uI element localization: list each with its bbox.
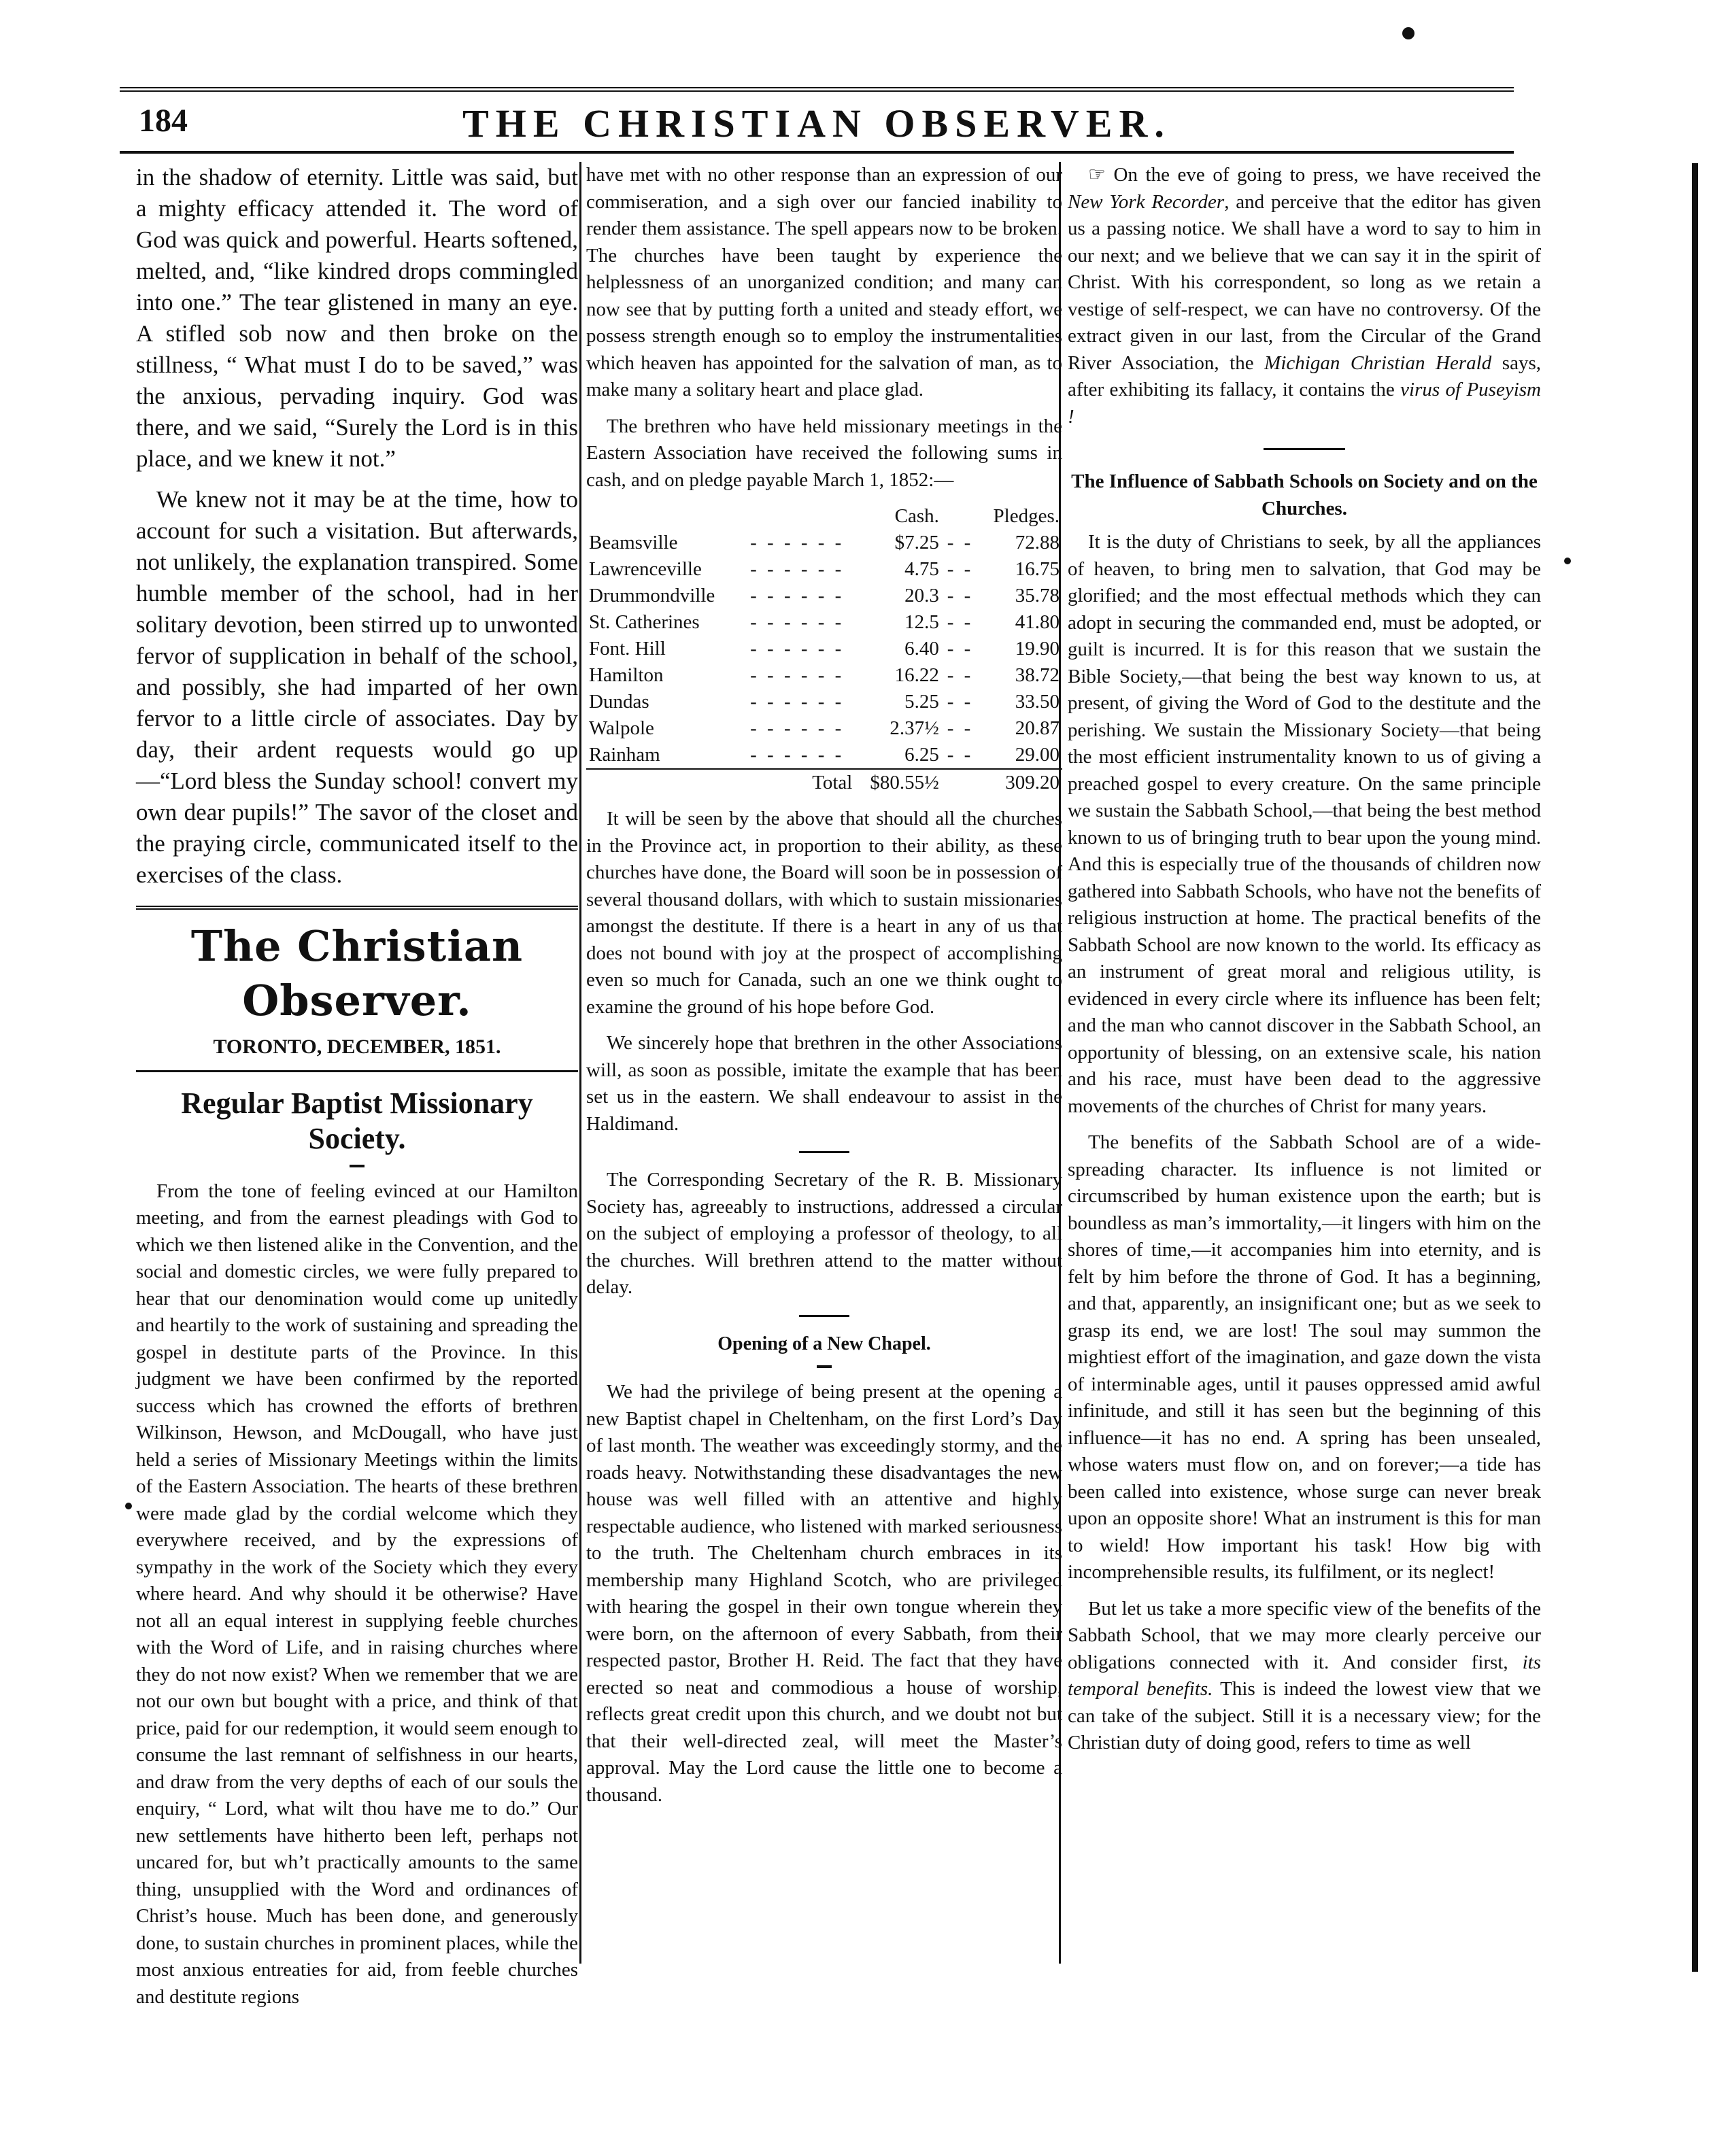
- total-pledges: 309.20: [979, 769, 1062, 796]
- cash-cell: 12.5: [904, 611, 939, 633]
- paragraph: in the shadow of eternity. Little was said, but a mighty efficacy attended it. The word of God was quick and powerful. Hearts softened, melted, and, “like kindred drops commingled into one.” The tear glistened in many an eye. A stifled sob now and then broke on the stillness, “ What must I do to be saved,” was the anxious, pervading inquiry. God was there, and we said, “Surely the Lord is in this place, and we knew it not.”: [136, 164, 578, 472]
- title-dash: [350, 1165, 365, 1167]
- column-1: [136, 162, 578, 2020]
- pledge-cell: 20.87: [1015, 717, 1060, 739]
- text-italic: its temporal benefits.: [1068, 1651, 1541, 1700]
- leader-dots: - - - - - -: [750, 638, 845, 660]
- pledge-cell: 33.50: [1015, 691, 1060, 713]
- donations-table: [586, 503, 1062, 796]
- text: But let us take a more specific view of the benefits of the Sabbath School, that we may more clearly perceive our obligations connected with it. And consider first,: [1068, 1597, 1541, 1673]
- title-dash: [817, 1365, 832, 1368]
- paragraph: [1068, 1596, 1541, 1757]
- separator: [799, 1315, 849, 1317]
- paragraph: We sincerely hope that brethren in the other Associations will, as soon as possible, imitate the example that has been set us in the eastern. We shall endeavour to assist in the Haldimand.: [586, 1032, 1062, 1135]
- dateline: TORONTO, DECEMBER, 1851.: [136, 1033, 578, 1072]
- text: ☞ On the eve of going to press, we have received the: [1088, 164, 1541, 186]
- total-cash: $80.55½: [855, 769, 942, 796]
- cash-cell: 2.37½: [890, 717, 939, 739]
- page-header: [120, 102, 1514, 150]
- leader-dots: - -: [947, 717, 974, 739]
- separator: [799, 1151, 849, 1153]
- cash-cell: 6.40: [904, 638, 939, 660]
- paragraph: The benefits of the Sabbath School are of a wide-spreading character. Its influence is not limited or circumscribed by human existence upon the earth; but is boundless as man’s immortality,—it lingers with him on the shores of time,—it accompanies him into eternity, and is felt by him before the throne of God. It has a beginning, and that, apparently, an insignificant one; but as we seek to grasp its end, we are lost! The soul may summon the mightiest effort of the imagination, and gaze down the vista of interminable ages, until it pauses oppressed amid awful infinitude, and still it has seen but the beginning of this influence—it has no end. A spring has been unsealed, whose waters must flow on, and on forever;—a tide has been called into existence, whose surge can never break upon an opposite shore! What an instrument is this for man to wield! How important his task! How big with incomprehensible results, its fulfilment, or its neglect!: [1068, 1131, 1541, 1583]
- pledge-cell: 16.75: [1015, 558, 1060, 580]
- place-cell: Beamsville: [589, 532, 678, 553]
- pledge-cell: 72.88: [1015, 532, 1060, 553]
- page-number: 184: [139, 103, 188, 139]
- place-cell: Font. Hill: [589, 638, 666, 660]
- text-italic: Michigan Christian Herald: [1264, 352, 1492, 374]
- section-rule: [136, 906, 578, 910]
- leader-dots: - - - - - -: [750, 744, 845, 766]
- pledge-cell: 41.80: [1015, 611, 1060, 633]
- place-cell: Drummondville: [589, 585, 715, 606]
- text: says, after exhibiting its fallacy, it contains the: [1068, 352, 1541, 400]
- text-italic: New York Recorder: [1068, 190, 1225, 213]
- paragraph: The Corresponding Secretary of the R. B. Missionary Society has, agreeably to instructions, addressed a circular on the subject of employing a professor of theology, to all the churches. Will brethren attend to the matter without delay.: [586, 1169, 1062, 1298]
- column-3: [1068, 162, 1541, 1766]
- paragraph: It is the duty of Christians to seek, by all the appliances of heaven, to bring men to salvation, that God may be glorified; and the most effectual methods which they can adopt in securing the commanded end, must be adopted, or guilt is incurred. It is for this reason that we sustain the Bible Society,—that being the best way known to us, at present, of giving the Word of God to the destitute and the perishing. We sustain the Missionary Society—that being the most efficient instrumentality known to us of giving a preached gospel to every creature. On the same principle we sustain the Sabbath School,—that being the best method known to us of bringing truth to bear upon the young mind. And this is especially true of the thousands of children now gathered into Sabbath Schools, who have not the benefits of religious instruction at home. The practical benefits of the Sabbath School are now known to the world. Its efficacy as an instrument of great moral and religious utility, is evidenced in every circle where its influence has been felt; and the man who cannot discover in the Sabbath School, an opportunity of blessing, on an extensive scale, his nation and his race, must have been dead to the aggressive movements of the churches of Christ for many years.: [1068, 531, 1541, 1117]
- leader-dots: - - - - - -: [750, 558, 845, 580]
- pledge-cell: 35.78: [1015, 585, 1060, 606]
- ink-spot: [1564, 558, 1571, 564]
- table-row: [586, 556, 1062, 583]
- table-row: [586, 530, 1062, 556]
- leader-dots: - - - - - -: [750, 664, 845, 686]
- total-label: Total: [739, 769, 855, 796]
- leader-dots: - - - - - -: [750, 717, 845, 739]
- paragraph: The brethren who have held missionary meetings in the Eastern Association have received the following sums in cash, and on pledge payable March 1, 1852:—: [586, 415, 1062, 491]
- leader-dots: - -: [947, 558, 974, 580]
- paragraph: We knew not it may be at the time, how to account for such a visitation. But afterwards, not unlikely, the explanation transpired. Some humble member of the school, had in her solitary devotion, been stirred up to unwonted fervor of supplication in behalf of the school, and possibly, she had imparted of her own fervor to a little circle of associates. Day by day, their ardent requests would go up—“Lord bless the Sunday school! convert my own dear pupils!” The savor of the closet and the praying circle, communicated itself to the exercises of the class.: [136, 486, 578, 888]
- paragraph: It will be seen by the above that should all the churches in the Province act, in proportion to their ability, as these churches have done, the Board will soon be in possession of several thousand dollars, with which to sustain missionaries amongst the destitute. If there is a heart in any of us that does not bound with joy at the prospect of accomplishing even so much for Canada, such an one we think ought to examine the ground of his hope before God.: [586, 808, 1062, 1018]
- article-title: Regular Baptist Missionary Society.: [181, 1086, 533, 1155]
- editorial-note: [1068, 162, 1541, 430]
- text: This is indeed the lowest view that we can take of the subject. Still it is a necessary view; for the Christian duty of doing good, refers to time as well: [1068, 1678, 1541, 1753]
- place-cell: Dundas: [589, 691, 649, 713]
- leader-dots: - - - - - -: [750, 691, 845, 713]
- leader-dots: - -: [947, 532, 974, 553]
- header-rule: [120, 151, 1514, 154]
- leader-dots: - -: [947, 638, 974, 660]
- text: , and perceive that the editor has given us a passing notice. We shall have a word to say to him in our next; and we believe that we can say it in the spirit of Christ. With his correspondent, so long as we retain a vestige of self-respect, we can have no controversy. Of the extract given in our last, from the Circular of the Grand River Association, the: [1068, 190, 1541, 374]
- paragraph: From the tone of feeling evinced at our Hamilton meeting, and from the earnest pleadings with God to which we then listened alike in the Convention, and the social and domestic circles, we were fully prepared to hear that our denomination would come up unitedly and heartily to the work of sustaining and spreading the gospel in destitute parts of the Province. In this judgment we have been confirmed by the reported success which has crowned the efforts of brethren Wilkinson, Hewson, and McDougall, who have just held a series of Missionary Meetings within the limits of the Eastern Association. The hearts of these brethren were made glad by the cordial welcome which they everywhere received, and by the expressions of sympathy in the work of the Society which they every where heard. And why should it be otherwise? Have not all an equal interest in supplying feeble churches with the Word of Life, and in raising churches where they do not now exist? When we remember that we are not our own but bought with a price, and think of that price, paid for our redemption, it would seem enough to consume the last remnant of selfishness in our hearts, and draw from the very depths of each of our souls the enquiry, “ Lord, what wilt thou have me to do.” Our new settlements have hitherto been left, perhaps not uncared for, but wh’t practically amounts to the same thing, unsupplied with the Word and ordinances of Christ’s house. Much has been done, and generously done, to sustain churches in prominent places, while the most anxious entreaties for aid, from feeble churches and destitute regions: [136, 1180, 578, 2008]
- leader-dots: - -: [947, 691, 974, 713]
- table-row: [586, 662, 1062, 689]
- pledge-cell: 29.00: [1015, 744, 1060, 766]
- place-cell: Lawrenceville: [589, 558, 702, 580]
- cash-cell: 20.3: [904, 585, 939, 606]
- table-row: [586, 583, 1062, 609]
- top-rule: [120, 87, 1514, 92]
- table-row: [586, 689, 1062, 715]
- ink-spot: [1402, 27, 1414, 39]
- table-row: [586, 742, 1062, 769]
- pledge-cell: 19.90: [1015, 638, 1060, 660]
- leader-dots: - -: [947, 664, 974, 686]
- leader-dots: - - - - - -: [750, 585, 845, 606]
- column-2: [586, 162, 1062, 1818]
- running-masthead: THE CHRISTIAN OBSERVER.: [462, 101, 1171, 146]
- leader-dots: - - - - - -: [750, 532, 845, 553]
- cash-header: Cash.: [894, 505, 939, 527]
- place-cell: St. Catherines: [589, 611, 700, 633]
- table-row: [586, 609, 1062, 636]
- ink-spot: [125, 1503, 132, 1509]
- leader-dots: - -: [947, 744, 974, 766]
- cash-cell: 5.25: [904, 691, 939, 713]
- paragraph: We had the privilege of being present at the opening a new Baptist chapel in Cheltenham, on the first Lord’s Day of last month. The weather was exceedingly stormy, and the roads heavy. Notwithstanding these disadvantages the new house was well filled with an attentive and highly respectable audience, who listened with marked seriousness to the truth. The Cheltenham church embraces in its membership many Highland Scotch, who are privileged with hearing the gospel in their own tongue wherein they were born, on the afternoon of every Sabbath, from their respected pastor, Brother H. Reid. The fact that they have erected so neat and commodious a house of worship, reflects great credit upon this church, and we doubt not but that their well-directed zeal, will meet the Master’s approval. May the Lord cause the little one to become a thousand.: [586, 1381, 1062, 1806]
- cash-cell: 4.75: [904, 558, 939, 580]
- place-cell: Walpole: [589, 717, 654, 739]
- leader-dots: - -: [947, 585, 974, 606]
- text-italic: virus of Puseyism !: [1068, 379, 1541, 428]
- paragraph: have met with no other response than an expression of our commiseration, and a sigh over our fancied inability to render them assistance. The spell appears now to be broken. The churches have been taught by experience the helplessness of an unorganized condition; and many can now see that by putting forth a united and steady effort, we possess strength enough so to employ the instrumentalities which heaven has appointed for the salvation of man, as to make many a solitary heart and place glad.: [586, 164, 1062, 400]
- place-cell: Hamilton: [589, 664, 664, 686]
- pledge-cell: 38.72: [1015, 664, 1060, 686]
- cash-cell: $7.25: [894, 532, 939, 553]
- cash-cell: 16.22: [894, 664, 939, 686]
- leader-dots: - -: [947, 611, 974, 633]
- leader-dots: - - - - - -: [750, 611, 845, 633]
- place-cell: Rainham: [589, 744, 660, 766]
- paper-title: The Christian Observer.: [190, 921, 524, 1025]
- separator: [1264, 448, 1345, 450]
- column-divider: [579, 162, 581, 1964]
- cash-cell: 6.25: [904, 744, 939, 766]
- section-heading: Opening of a New Chapel.: [717, 1333, 931, 1354]
- table-row: [586, 636, 1062, 662]
- table-row: [586, 715, 1062, 742]
- section-heading: The Influence of Sabbath Schools on Society and on the Churches.: [1071, 470, 1538, 519]
- pledges-header: Pledges.: [993, 505, 1060, 527]
- scan-edge-bar: [1692, 163, 1698, 1972]
